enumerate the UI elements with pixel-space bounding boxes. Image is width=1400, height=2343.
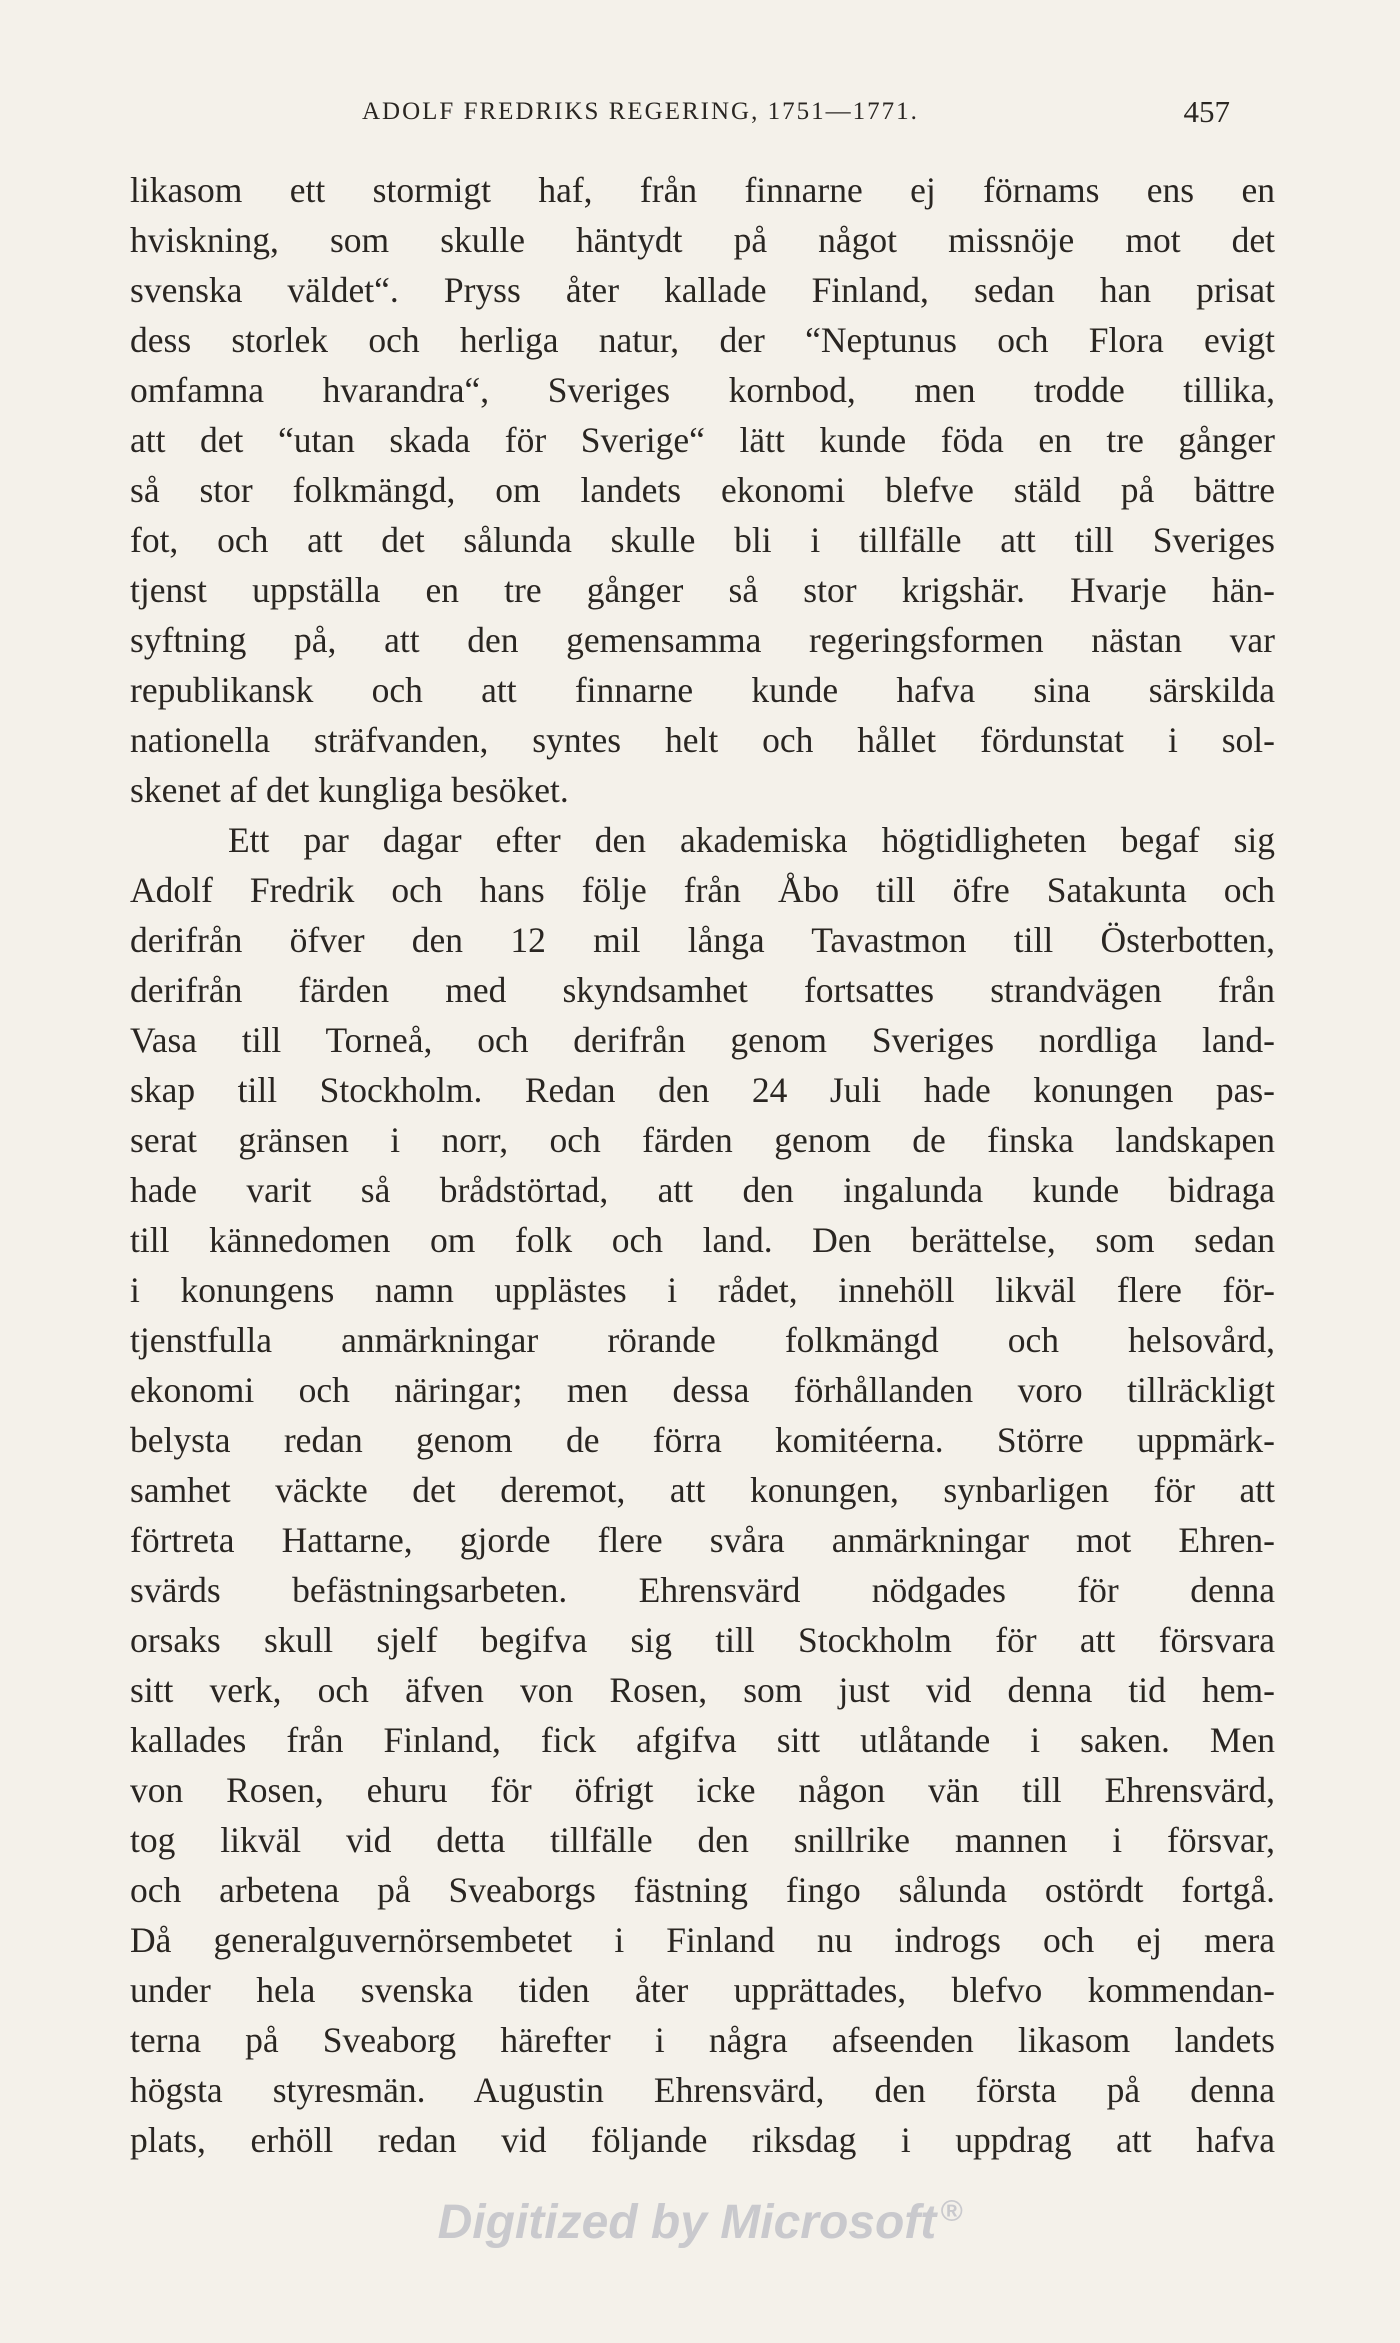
text-line: serat gränsen i norr, och färden genom de finska landskapen [130,1120,1275,1160]
text-line: fot, och att det sålunda skulle bli i tillfälle att till Sveriges [130,520,1275,560]
text-line: derifrån färden med skyndsamhet fortsattes strandvägen från [130,970,1275,1010]
text-line: republikansk och att finnarne kunde hafva sina särskilda [130,670,1275,710]
text-line: hade varit så brådstörtad, att den ingalunda kunde bidraga [130,1170,1275,1210]
text-line: von Rosen, ehuru för öfrigt icke någon vän till Ehrensvärd, [130,1770,1275,1810]
text-line: högsta styresmän. Augustin Ehrensvärd, den första på denna [130,2070,1275,2110]
text-line: likasom ett stormigt haf, från finnarne ej förnams ens en [130,170,1275,210]
text-line: belysta redan genom de förra komitéerna. Större uppmärk- [130,1420,1275,1460]
text-line: nationella sträfvanden, syntes helt och hållet fördunstat i sol- [130,720,1275,760]
text-line: skap till Stockholm. Redan den 24 Juli hade konungen pas- [130,1070,1275,1110]
text-line: ekonomi och näringar; men dessa förhållanden voro tillräckligt [130,1370,1275,1410]
body-text [130,165,1275,2165]
text-line: derifrån öfver den 12 mil långa Tavastmon till Österbotten, [130,920,1275,960]
text-line: omfamna hvarandra“, Sveriges kornbod, men trodde tillika, [130,370,1275,410]
text-line: Vasa till Torneå, och derifrån genom Sveriges nordliga land- [130,1020,1275,1060]
text-line: svärds befästningsarbeten. Ehrensvärd nödgades för denna [130,1570,1275,1610]
paragraph-start-line: Ett par dagar efter den akademiska högtidligheten begaf sig [228,820,1275,860]
text-line: terna på Sveaborg härefter i några afseenden likasom landets [130,2020,1275,2060]
paragraph-end-line: skenet af det kungliga besöket. [130,770,569,810]
text-line: hviskning, som skulle häntydt på något missnöje mot det [130,220,1275,260]
text-line: förtreta Hattarne, gjorde flere svåra anmärkningar mot Ehren- [130,1520,1275,1560]
text-line: och arbetena på Sveaborgs fästning fingo sålunda ostördt fortgå. [130,1870,1275,1910]
text-line: att det “utan skada för Sverige“ lätt kunde föda en tre gånger [130,420,1275,460]
text-line: plats, erhöll redan vid följande riksdag i uppdrag att hafva [130,2120,1275,2160]
watermark-text: Digitized by Microsoft [437,2196,937,2249]
text-line: svenska väldet“. Pryss åter kallade Finland, sedan han prisat [130,270,1275,310]
text-line: i konungens namn upplästes i rådet, innehöll likväl flere för- [130,1270,1275,1310]
text-line: till kännedomen om folk och land. Den berättelse, som sedan [130,1220,1275,1260]
text-line: Då generalguvernörsembetet i Finland nu indrogs och ej mera [130,1920,1275,1960]
text-line: tjenstfulla anmärkningar rörande folkmängd och helsovård, [130,1320,1275,1360]
text-line: kallades från Finland, fick afgifva sitt utlåtande i saken. Men [130,1720,1275,1760]
page-number: 457 [1183,94,1230,129]
text-line: sitt verk, och äfven von Rosen, som just vid denna tid hem- [130,1670,1275,1710]
text-line: syftning på, att den gemensamma regeringsformen nästan var [130,620,1275,660]
text-line: orsaks skull sjelf begifva sig till Stockholm för att försvara [130,1620,1275,1660]
digitization-watermark [0,2195,1400,2250]
text-line: tog likväl vid detta tillfälle den snillrike mannen i försvar, [130,1820,1275,1860]
text-line: tjenst uppställa en tre gånger så stor krigshär. Hvarje hän- [130,570,1275,610]
text-line: dess storlek och herliga natur, der “Neptunus och Flora evigt [130,320,1275,360]
text-line: samhet väckte det deremot, att konungen, synbarligen för att [130,1470,1275,1510]
text-line: så stor folkmängd, om landets ekonomi blefve stäld på bättre [130,470,1275,510]
running-title: ADOLF FREDRIKS REGERING, 1751—1771. [362,98,919,125]
running-head [130,92,1230,132]
trademark-symbol: ® [940,2195,963,2228]
text-line: Adolf Fredrik och hans följe från Åbo till öfre Satakunta och [130,870,1275,910]
text-line: under hela svenska tiden åter upprättades, blefvo kommendan- [130,1970,1275,2010]
